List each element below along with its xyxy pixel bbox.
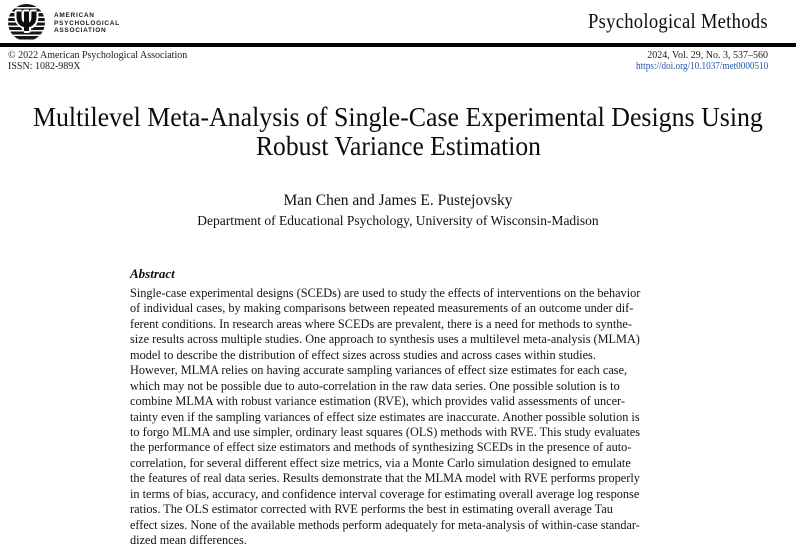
article-title-line: Robust Variance Estimation <box>255 131 541 161</box>
abstract-body <box>130 286 640 548</box>
abstract-section <box>130 266 640 548</box>
abstract-line: tainty even if the sampling variances of effect size estimates are inaccurate. Another possible solution is <box>130 409 640 424</box>
abstract-line: model to describe the distribution of effect sizes across studies and across cases within studies. <box>130 347 596 362</box>
abstract-line: correlation, for several different effect size metrics, via a Monte Carlo simulation designed to emulate <box>130 455 631 470</box>
authors: Man Chen and James E. Pustejovsky <box>283 192 513 209</box>
abstract-line: However, MLMA relies on having accurate sampling variances of effect size estimates for each case, <box>130 363 628 378</box>
abstract-heading: Abstract <box>130 266 175 281</box>
logo-word-line: PSYCHOLOGICAL <box>54 19 120 27</box>
apa-logo <box>8 4 120 41</box>
abstract-line: combine MLMA with robust variance estimation (RVE), which provides valid assessments of uncer- <box>130 394 625 409</box>
citation-line: 2024, Vol. 29, No. 3, 537–560 <box>647 50 768 61</box>
affiliation: Department of Educational Psychology, University of Wisconsin-Madison <box>197 213 599 228</box>
abstract-line: Single-case experimental designs (SCEDs) are used to study the effects of interventions on the behavior <box>130 286 641 300</box>
psi-icon: Ψ <box>15 7 38 38</box>
article-title-line: Multilevel Meta-Analysis of Single-Case Experimental Designs Using <box>33 102 763 132</box>
journal-title: Psychological Methods <box>588 9 768 33</box>
abstract-line: size results across multiple studies. One approach to synthesis uses a multilevel meta-analysis (MLMA) <box>130 332 640 347</box>
abstract-line: ratios. The OLS estimator corrected with RVE performs the best in estimating overall average Tau <box>130 502 613 517</box>
copyright-block <box>8 51 187 73</box>
logo-word-line: AMERICAN <box>54 12 95 19</box>
abstract-line: dized mean differences. <box>130 533 247 547</box>
logo-word-line: ASSOCIATION <box>54 27 107 35</box>
doi-link[interactable]: https://doi.org/10.1037/met0000510 <box>635 60 768 72</box>
citation-block <box>624 51 768 73</box>
masthead-divider <box>0 43 796 47</box>
abstract-line: the performance of effect size estimators and methods of synthesizing SCEDs in the presence of auto- <box>130 440 632 455</box>
abstract-line: to forgo MLMA and use simpler, ordinary least squares (OLS) methods with RVE. This study evaluates <box>130 424 641 439</box>
abstract-line: which may not be possible due to auto-correlation in the raw data series. One possible solution is to <box>130 378 620 393</box>
copyright-line: © 2022 American Psychological Association <box>8 50 188 61</box>
issn-line: ISSN: 1082-989X <box>8 60 81 72</box>
abstract-line: in terms of bias, accuracy, and confidence interval coverage for estimating overall average log response <box>130 486 640 501</box>
article-title <box>0 103 796 161</box>
abstract-line: effect sizes. None of the available methods perform adequately for meta-analysis of within-case standar- <box>130 517 640 532</box>
apa-logo-wordmark <box>54 12 120 41</box>
abstract-line: ferent conditions. In research areas where SCEDs are prevalent, there is a need for methods to synthe- <box>130 316 632 331</box>
abstract-line: of individual cases, by making comparisons between repeated measurements of an outcome under dif- <box>130 301 634 316</box>
apa-logo-icon <box>8 4 45 41</box>
abstract-line: the features of real data series. Results demonstrate that the MLMA model with RVE performs properly <box>130 471 640 486</box>
